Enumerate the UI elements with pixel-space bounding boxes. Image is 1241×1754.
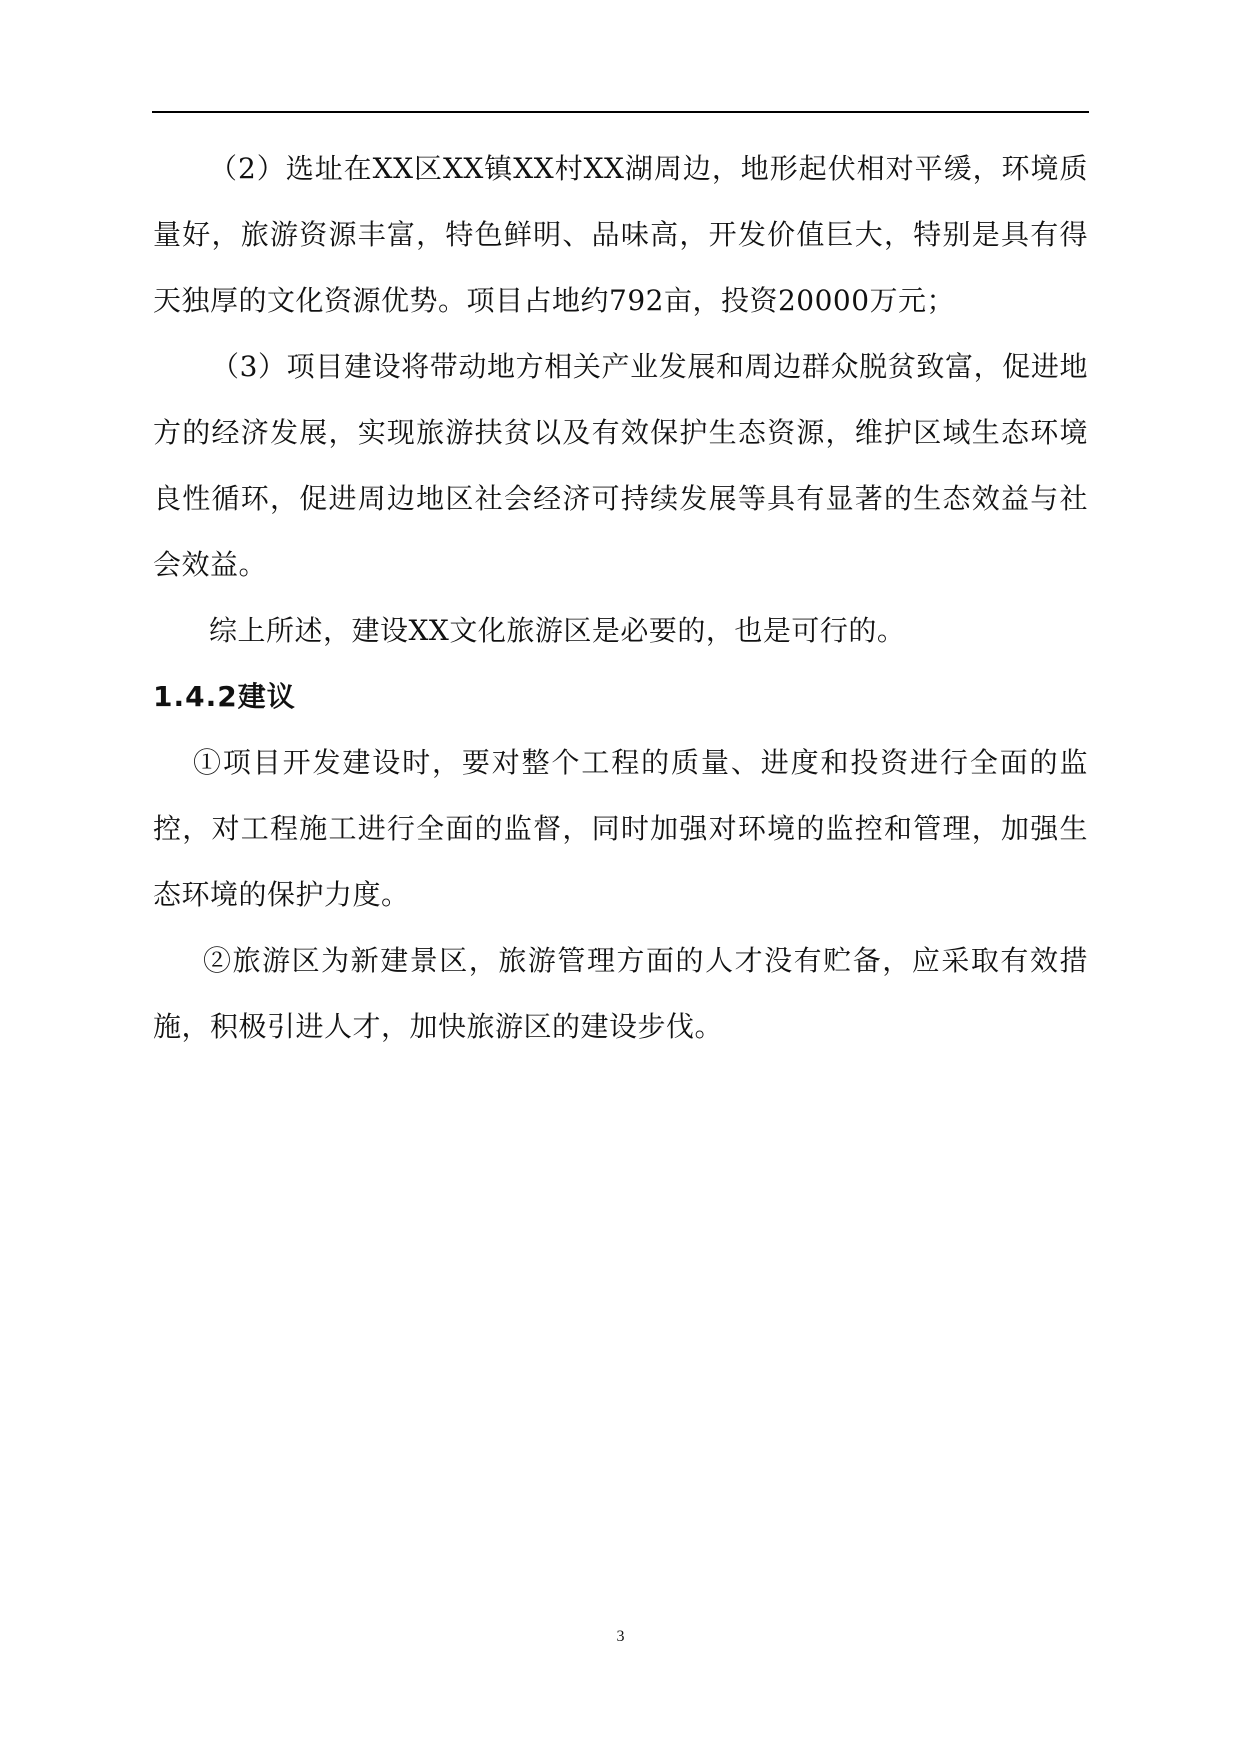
section-heading-suggestions: 1.4.2建议 <box>153 680 296 713</box>
header-rule <box>152 111 1089 113</box>
suggestion-item-1: ①项目开发建设时，要对整个工程的质量、进度和投资进行全面的监控，对工程施工进行全面的监督，同时加强对环境的监控和管理，加强生态环境的保护力度。 <box>153 746 1088 911</box>
paragraph-site-selection: （2）选址在XX区XX镇XX村XX湖周边，地形起伏相对平缓，环境质量好，旅游资源丰富，特色鲜明、品味高，开发价值巨大，特别是具有得天独厚的文化资源优势。项目占地约792亩，投资20000万元； <box>153 152 1088 317</box>
page-number: 3 <box>616 1628 625 1645</box>
suggestion-item-2: ②旅游区为新建景区，旅游管理方面的人才没有贮备，应采取有效措施，积极引进人才，加快旅游区的建设步伐。 <box>153 944 1088 1043</box>
paragraph-project-benefits: （3）项目建设将带动地方相关产业发展和周边群众脱贫致富，促进地方的经济发展，实现旅游扶贫以及有效保护生态资源，维护区域生态环境良性循环，促进周边地区社会经济可持续发展等具有显著的生态效益与社会效益。 <box>153 350 1088 581</box>
paragraph-conclusion: 综上所述，建设XX文化旅游区是必要的，也是可行的。 <box>209 614 906 647</box>
body-text <box>153 136 1088 1060</box>
